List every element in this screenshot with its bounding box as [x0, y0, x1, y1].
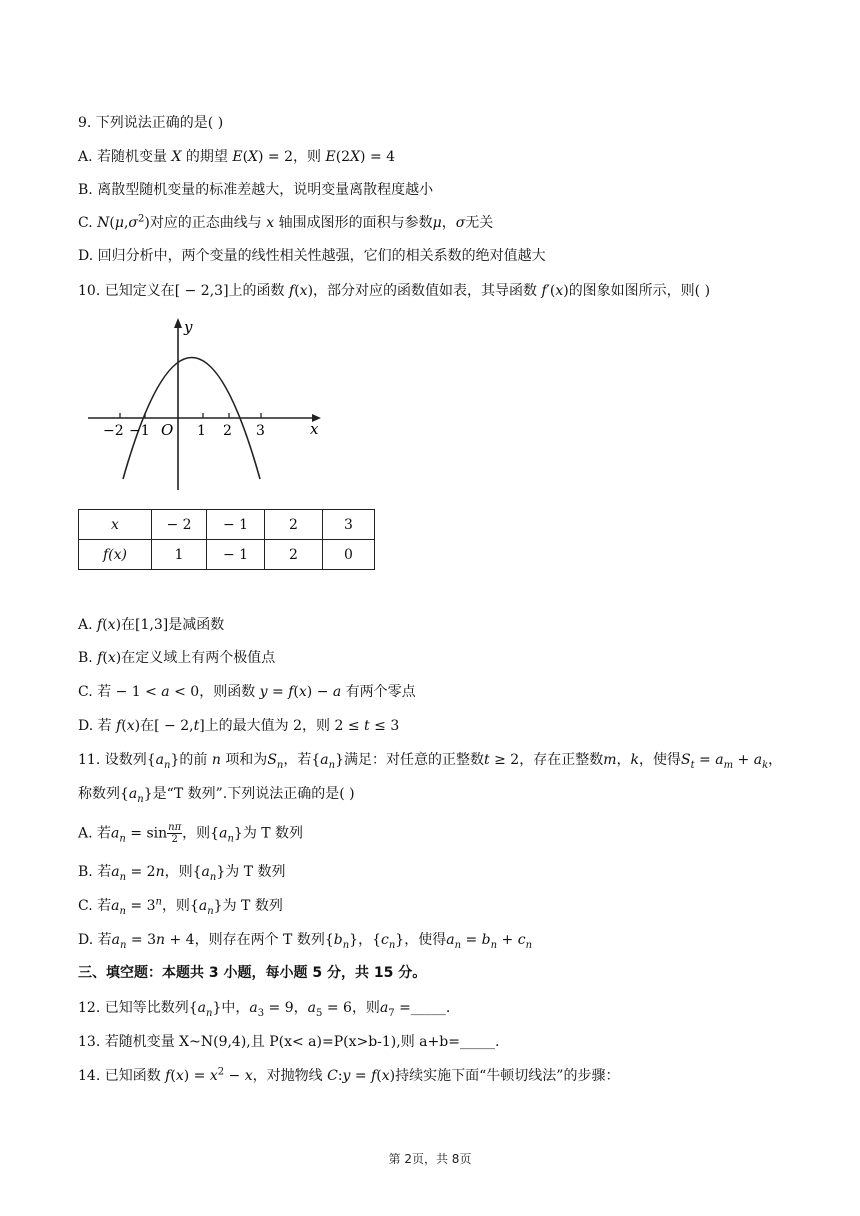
table-cell: 1: [152, 540, 207, 570]
table-cell: − 1: [207, 510, 265, 540]
tick-label-neg1: −1: [129, 423, 150, 439]
q12: 12. 已知等比数列$\{a_n\}$中，$a_3 = 9$，$a_5 = 6$，则$a_7$ =_____.: [78, 1000, 451, 1019]
q10-stem: 10. 已知定义在[ − 2,3]上的函数 f(x)，部分对应的函数值如表，其导函数 f′(x)的图象如图所示，则( ): [78, 283, 711, 299]
table-cell: 2: [265, 510, 323, 540]
x-axis-label: x: [310, 420, 319, 438]
y-axis-arrow: [174, 318, 182, 328]
table-row: [79, 540, 375, 570]
q11-stem-line2: 称数列$\{a_n\}$是“T 数列”.下列说法正确的是( ): [78, 786, 355, 805]
y-axis-label: y: [184, 318, 193, 336]
q10-option-c: C. 若 − 1 < a < 0，则函数 y = f(x) − a 有两个零点: [78, 684, 416, 700]
tick-label-2: 2: [223, 423, 232, 439]
origin-label: O: [161, 421, 174, 439]
table-cell: − 1: [207, 540, 265, 570]
q13: 13. 若随机变量 X~N(9,4),且 P(x< a)=P(x>b-1),则 a+b=_____.: [78, 1034, 500, 1050]
table-cell: x: [79, 510, 152, 540]
q9-option-d: D. 回归分析中，两个变量的线性相关性越强，它们的相关系数的绝对值越大: [78, 248, 546, 264]
page-footer: 第 2页，共 8页: [388, 1152, 472, 1166]
q11-option-a: A. 若$a_n = \sin$ $\frac{n\pi}{2}$ ，则$\{a_n\}$为 T 数列: [78, 822, 304, 845]
tick-label-1: 1: [197, 423, 206, 439]
table-cell: − 2: [152, 510, 207, 540]
q10-option-d: D. 若 f(x)在[ − 2,t]上的最大值为 2，则 2 ≤ t ≤ 3: [78, 718, 400, 734]
table-cell: 0: [323, 540, 375, 570]
q14: 14. 已知函数 $f(x) = x^2 - x$，对抛物线 C:y = f(x)持续实施下面“牛顿切线法”的步骤：: [78, 1066, 620, 1084]
q11-option-b: B. 若$a_n = 2n$，则$\{a_n\}$为 T 数列: [78, 864, 286, 883]
q9-option-a: A. 若随机变量 X 的期望 E(X) = 2，则 E(2X) = 4: [78, 149, 396, 165]
table-cell: f(x): [79, 540, 152, 570]
tick-label-3: 3: [256, 423, 265, 439]
table-cell: 3: [323, 510, 375, 540]
table-cell: 2: [265, 540, 323, 570]
table-row: [79, 510, 375, 540]
q9-option-c: C. $N(\mu,\sigma^2)$对应的正态曲线与 x 轴围成图形的面积与参数μ，σ无关: [78, 213, 494, 231]
tick-label-neg2: −2: [103, 423, 124, 439]
q10-option-b: B. f(x)在定义域上有两个极值点: [78, 650, 276, 666]
section-heading: 三、填空题：本题共 3 小题，每小题 5 分，共 15 分。: [78, 965, 427, 981]
derivative-graph: [85, 314, 330, 492]
q9-option-b: B. 离散型随机变量的标准差越大，说明变量离散程度越小: [78, 182, 434, 198]
function-value-table: [78, 509, 375, 570]
q11-stem-line1: 11. 设数列$\{a_n\}$的前 n 项和为$S_n$，若$\{a_n\}$满足：对任意的正整数t ≥ 2，存在正整数m，k，使得$S_t = a_m + a_k$，: [78, 752, 783, 771]
q9-stem: 9. 下列说法正确的是( ): [78, 115, 224, 131]
q11-option-c: C. 若$a_n = 3^n$，则$\{a_n\}$为 T 数列: [78, 896, 283, 917]
q10-option-a: A. f(x)在[1,3]是减函数: [78, 617, 225, 633]
q11-option-d: D. 若$a_n = 3n + 4$，则存在两个 T 数列$\{b_n\}$，$\{c_n\}$，使得$a_n = b_n + c_n$: [78, 932, 533, 951]
